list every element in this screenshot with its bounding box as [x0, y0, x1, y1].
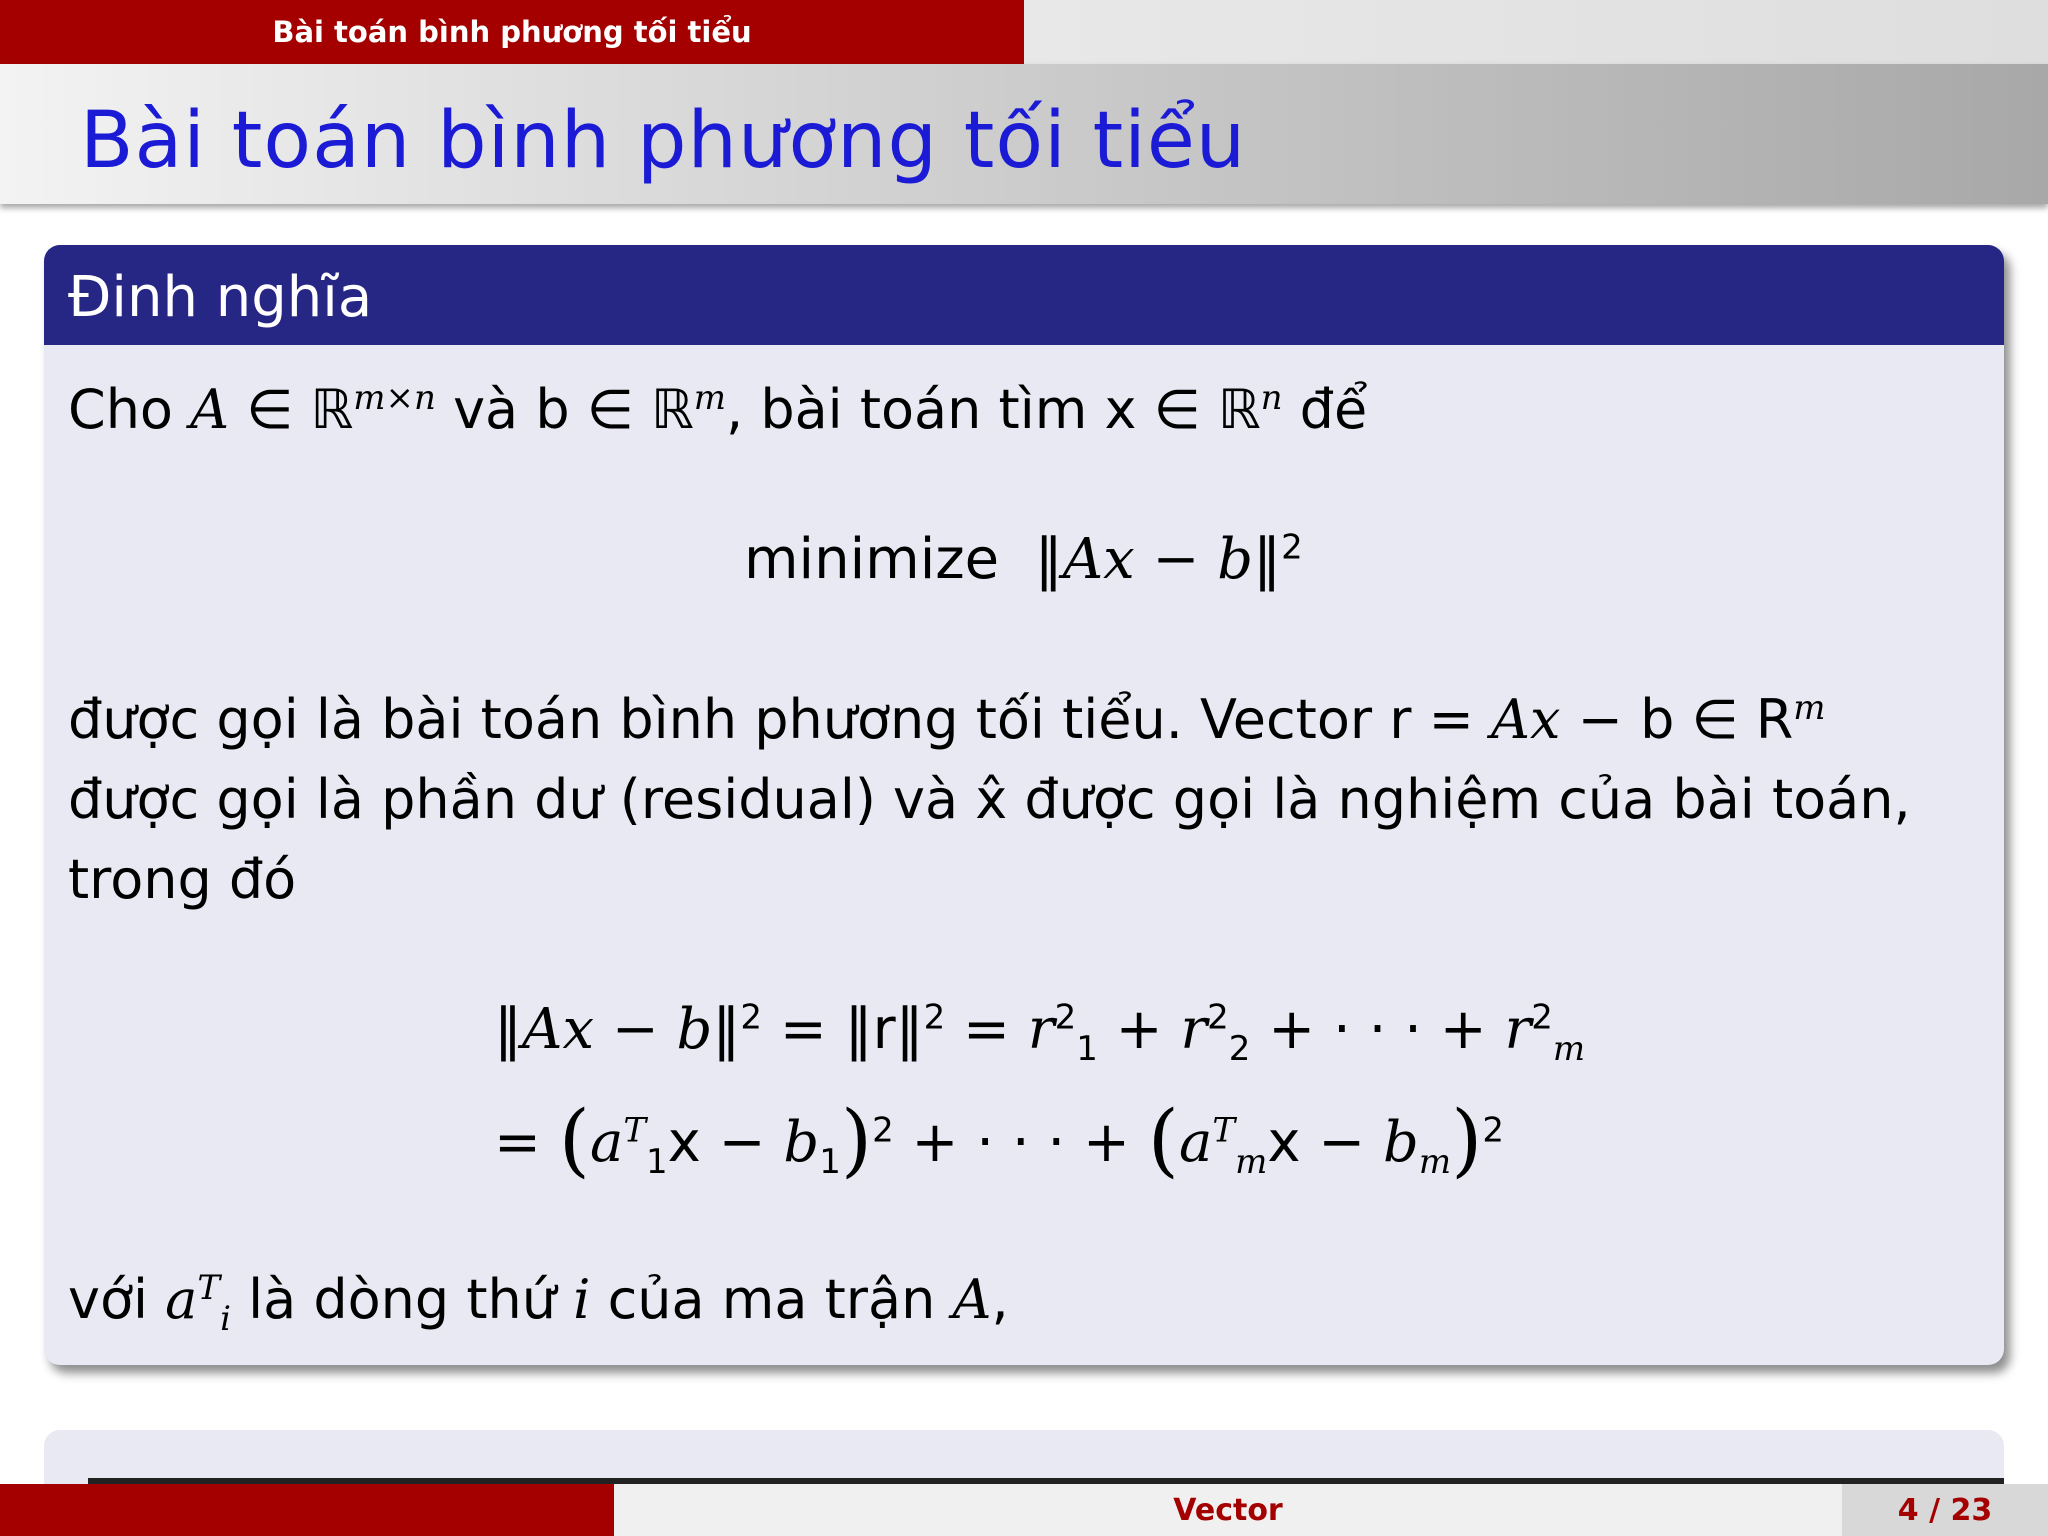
- exponent: 2: [740, 997, 763, 1038]
- text: x −: [1267, 1110, 1383, 1175]
- symbol-r: r: [1504, 997, 1532, 1062]
- equals: =: [494, 1110, 559, 1175]
- minimize-word: minimize: [744, 527, 1000, 592]
- paragraph-line-3: trong đó: [68, 848, 297, 911]
- footer-title[interactable]: Vector: [614, 1484, 1842, 1536]
- text: được gọi là bài toán bình phương tối tiểu. Vector: [68, 688, 1390, 751]
- superscript: m×n: [353, 378, 436, 418]
- equals: =: [762, 997, 845, 1062]
- symbol-i: i: [573, 1268, 591, 1331]
- footer: [0, 1484, 2048, 1536]
- symbol-A: A: [190, 378, 230, 441]
- expression: Ax − b: [522, 997, 713, 1062]
- text: , bài toán tìm: [725, 378, 1105, 441]
- exponent: 2: [872, 1110, 894, 1151]
- section-title[interactable]: Bài toán bình phương tối tiểu: [0, 0, 1024, 64]
- definition-intro: [68, 375, 1367, 445]
- ellipsis: + · · · +: [1250, 997, 1505, 1062]
- symbol-b: b: [783, 1110, 820, 1175]
- symbol-b: b: [535, 378, 570, 441]
- symbol-a: a: [1178, 1110, 1213, 1175]
- transpose: T: [197, 1268, 221, 1308]
- text: để: [1282, 378, 1368, 441]
- text: và: [435, 378, 536, 441]
- headline-bar: [0, 0, 2048, 64]
- text: của ma trận: [590, 1268, 953, 1331]
- frame-title: Bài toán bình phương tối tiểu: [80, 96, 1247, 186]
- definition-heading: Đinh nghĩa: [44, 245, 2004, 345]
- exponent: 2: [1281, 527, 1303, 568]
- footer-author-area[interactable]: [0, 1484, 614, 1536]
- exponent: 2: [1207, 997, 1229, 1038]
- objective-formula: minimize ‖Ax − b‖$^2$: [744, 527, 1303, 592]
- symbol-r: r: [1180, 997, 1208, 1062]
- page-number: 4 / 23: [1842, 1484, 2048, 1536]
- symbol-b: b: [1382, 1110, 1419, 1175]
- symbol-r: r: [1389, 688, 1412, 751]
- subscript: m: [1552, 1029, 1586, 1070]
- exponent: 2: [1482, 1110, 1504, 1151]
- exponent: 2: [923, 997, 946, 1038]
- transpose: T: [623, 1110, 647, 1151]
- superscript: m: [1793, 688, 1826, 728]
- transpose: T: [1212, 1110, 1236, 1151]
- subscript: 1: [646, 1142, 668, 1183]
- equation-line-2: = $(a^T_1x - b_1)^2$ + · · · + $(a^T_mx - b_m)^2$: [494, 1093, 1504, 1186]
- exponent: 2: [1054, 997, 1077, 1038]
- symbol-A: A: [952, 1268, 992, 1331]
- symbol-a: a: [589, 1110, 624, 1175]
- paragraph-line-1: [68, 685, 1826, 755]
- ellipsis: + · · · +: [893, 1110, 1148, 1175]
- superscript: n: [1260, 378, 1283, 418]
- definition-body: [44, 345, 2004, 1365]
- text: ∈ ℝ: [1136, 378, 1261, 441]
- equation-line-1: ‖Ax − b‖$^2$ = ‖r‖$^2$ = $r^2_1 + r^2_2$ + · · · + $r^2_m$: [494, 997, 1586, 1070]
- exponent: 2: [1531, 997, 1553, 1038]
- text: là dòng thứ: [230, 1268, 574, 1331]
- symbol-a: a: [165, 1268, 198, 1331]
- text: =: [1411, 688, 1492, 751]
- symbol-r: r: [1027, 997, 1055, 1062]
- text: ∈ ℝ: [229, 378, 354, 441]
- definition-block: [44, 245, 2004, 1365]
- symbol-Ax: Ax: [1491, 688, 1561, 751]
- objective-expression: Ax − b: [1062, 527, 1254, 592]
- closing-line: [68, 1265, 1009, 1339]
- symbol-r: r: [872, 997, 896, 1062]
- subscript: 1: [819, 1142, 841, 1183]
- subscript: 2: [1228, 1029, 1251, 1070]
- text: với: [68, 1268, 166, 1331]
- symbol-x: x: [1104, 378, 1137, 441]
- equals: =: [945, 997, 1028, 1062]
- paragraph-line-2: được gọi là phần dư (residual) và x̂ được gọi là nghiệm của bài toán,: [68, 768, 1911, 831]
- plus: +: [1097, 997, 1181, 1062]
- superscript: m: [693, 378, 726, 418]
- subscript: m: [1418, 1142, 1452, 1183]
- subscript: 1: [1076, 1029, 1098, 1070]
- text: ∈ ℝ: [569, 378, 694, 441]
- subscript: i: [220, 1298, 231, 1339]
- text: Cho: [68, 378, 191, 441]
- text: x −: [667, 1110, 784, 1175]
- text: ,: [991, 1268, 1009, 1331]
- subscript: m: [1235, 1142, 1268, 1183]
- text: − b ∈ R: [1560, 688, 1794, 751]
